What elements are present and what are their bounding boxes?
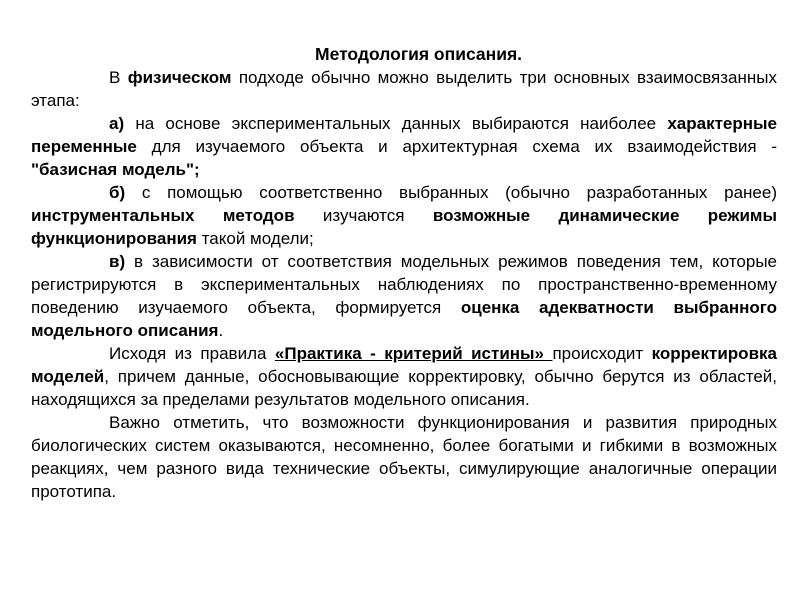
text-segment: с помощью соответственно выбранных (обычно разработанных ранее) <box>125 183 777 202</box>
paragraph-conclusion <box>31 411 777 503</box>
text-segment: такой модели; <box>196 229 314 248</box>
text-segment: в зависимости от соответствия модельных режимов поведения тем, которые регистрируются в экспериментальных наблюдениях по пространственно-временному поведению изучаемого объекта, формируется <box>31 252 777 317</box>
paragraph-step-a <box>31 112 777 181</box>
text-segment-bold: а) <box>109 114 125 133</box>
paragraph-step-c <box>31 250 777 342</box>
slide-content <box>31 42 777 503</box>
text-segment-bold: оценка адекватности выбранного модельного описания <box>31 298 777 340</box>
text-segment-bold: корректировка моделей <box>31 344 777 386</box>
text-segment-bold: "базисная модель"; <box>31 160 200 179</box>
text-segment: подходе обычно можно выделить три основных взаимосвязанных этапа: <box>31 68 777 110</box>
text-segment-bold: б) <box>109 183 126 202</box>
text-segment: В <box>109 68 128 87</box>
text-segment: Исходя из правила <box>109 344 275 363</box>
text-segment: Важно отметить, что возможности функционирования и развития природных биологических систем оказываются, несомненно, более богатыми и гибкими в возможных реакциях, чем разного вида технические объекты, симулирующие аналогичные операции прототипа. <box>31 413 777 501</box>
paragraph-practice-criterion <box>31 342 777 411</box>
text-segment: на основе экспериментальных данных выбираются наиболее <box>124 114 668 133</box>
slide-title: Методология описания. <box>315 44 523 64</box>
text-segment-bold: возможные динамические режимы функционирования <box>31 206 777 248</box>
text-segment: для изучаемого объекта и архитектурная схема их взаимодействия - <box>136 137 777 156</box>
text-segment-bold: инструментальных методов <box>31 206 295 225</box>
text-segment: , причем данные, обосновывающие корректировку, обычно берутся из областей, находящихся за пределами результатов модельного описания. <box>31 367 777 409</box>
paragraph-step-b <box>31 181 777 250</box>
text-segment-bold: характерные переменные <box>31 114 777 156</box>
text-segment-bold: в) <box>109 252 126 271</box>
text-segment: происходит <box>552 344 652 363</box>
text-segment-bold-underlined: «Практика - критерий истины» <box>274 344 553 363</box>
text-segment-bold: физическом <box>127 68 232 87</box>
paragraph-intro <box>31 66 777 112</box>
text-segment: . <box>218 321 224 340</box>
text-segment: изучаются <box>294 206 433 225</box>
